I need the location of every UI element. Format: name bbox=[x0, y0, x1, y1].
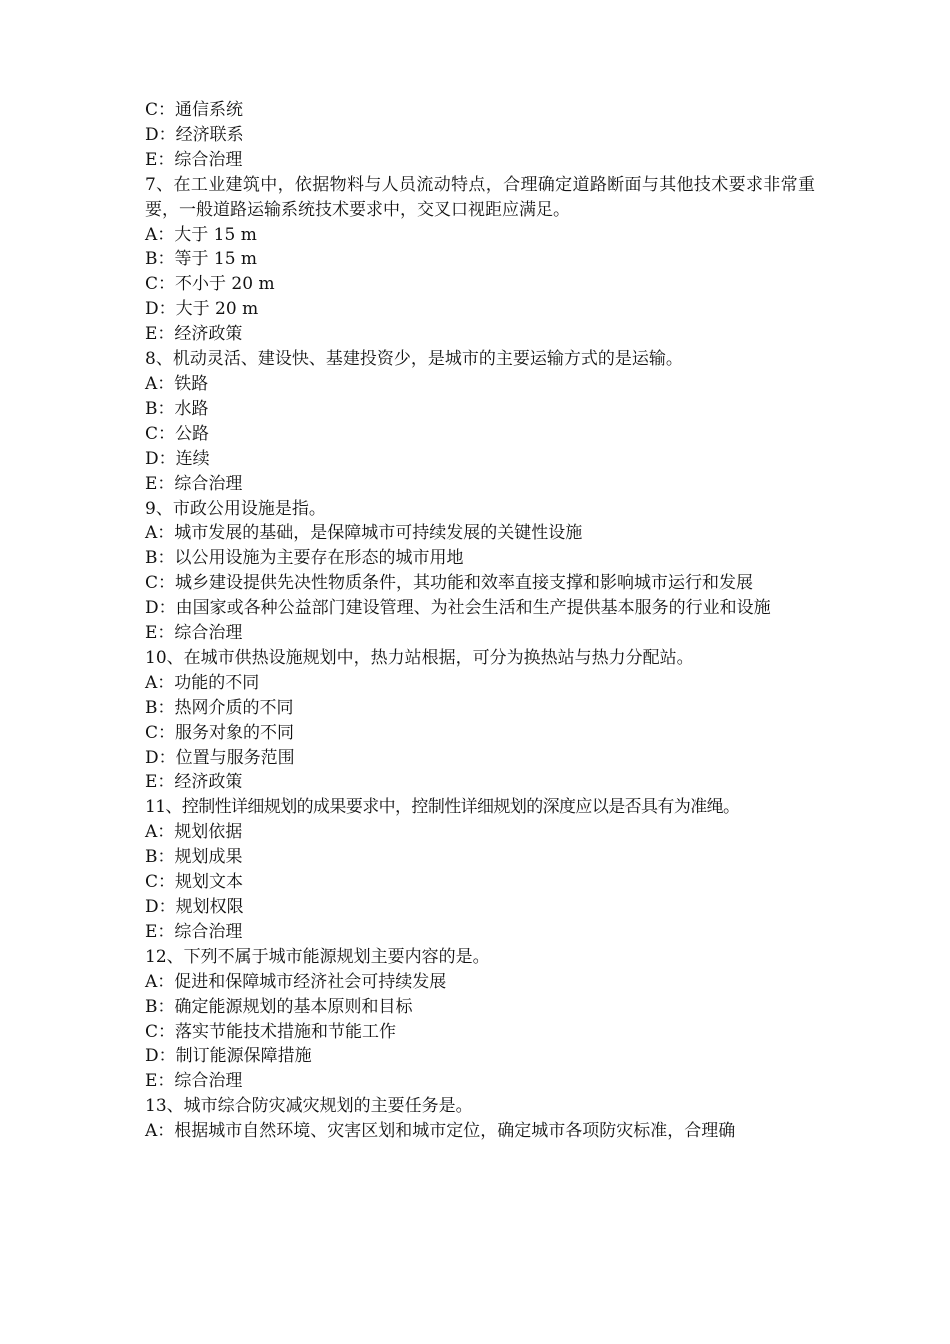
option-line: C：规划文本 bbox=[145, 872, 244, 893]
option-line: C：不小于 20 m bbox=[145, 274, 275, 295]
option-line: D：由国家或各种公益部门建设管理、为社会生活和生产提供基本服务的行业和设施 bbox=[145, 598, 771, 619]
option-line: A：大于 15 m bbox=[145, 224, 257, 245]
option-line: C：服务对象的不同 bbox=[145, 722, 295, 743]
option-line: A：城市发展的基础，是保障城市可持续发展的关键性设施 bbox=[145, 523, 583, 544]
option-line: C：通信系统 bbox=[145, 100, 244, 120]
option-line: C：落实节能技术措施和节能工作 bbox=[145, 1021, 397, 1042]
option-line: A：促进和保障城市经济社会可持续发展 bbox=[145, 971, 447, 992]
option-line: B：规划成果 bbox=[145, 847, 243, 868]
question-11: 11、控制性详细规划的成果要求中，控制性详细规划的深度应以是否具有为准绳。 bbox=[145, 797, 740, 818]
question-10: 10、在城市供热设施规划中，热力站根据，可分为换热站与热力分配站。 bbox=[145, 647, 694, 668]
option-line: C：城乡建设提供先决性物质条件，其功能和效率直接支撑和影响城市运行和发展 bbox=[145, 573, 754, 594]
option-line: D：大于 20 m bbox=[145, 299, 259, 320]
option-line: B：以公用设施为主要存在形态的城市用地 bbox=[145, 548, 464, 569]
option-line: D：制订能源保障措施 bbox=[145, 1046, 312, 1067]
option-line: E：综合治理 bbox=[145, 1071, 243, 1092]
question-13: 13、城市综合防灾减灾规划的主要任务是。 bbox=[145, 1096, 473, 1117]
question-9: 9、市政公用设施是指。 bbox=[145, 498, 326, 519]
option-line: B：热网介质的不同 bbox=[145, 697, 294, 718]
option-line: B：等于 15 m bbox=[145, 249, 258, 270]
question-8: 8、机动灵活、建设快、基建投资少，是城市的主要运输方式的是运输。 bbox=[145, 349, 683, 370]
option-line: D：经济联系 bbox=[145, 124, 244, 145]
option-line: E：综合治理 bbox=[145, 149, 243, 170]
option-line: D：连续 bbox=[145, 448, 210, 469]
option-line: E：综合治理 bbox=[145, 623, 243, 644]
option-line: D：位置与服务范围 bbox=[145, 747, 295, 768]
option-line: B：确定能源规划的基本原则和目标 bbox=[145, 996, 413, 1017]
question-7: 7、在工业建筑中，依据物料与人员流动特点，合理确定道路断面与其他技术要求非常重要，一般道路运输系统技术要求中，交叉口视距应满足。 bbox=[145, 174, 815, 220]
option-line: E：综合治理 bbox=[145, 921, 243, 942]
option-line: A：规划依据 bbox=[145, 822, 243, 843]
option-line: D：规划权限 bbox=[145, 897, 244, 917]
option-line: C：公路 bbox=[145, 423, 210, 444]
option-line: A：根据城市自然环境、灾害区划和城市定位，确定城市各项防灾标准，合理确 bbox=[145, 1121, 736, 1142]
question-12: 12、下列不属于城市能源规划主要内容的是。 bbox=[145, 946, 490, 967]
option-line: A：铁路 bbox=[145, 373, 209, 394]
option-line: E：经济政策 bbox=[145, 324, 243, 345]
document-body bbox=[145, 98, 815, 1144]
option-line: B：水路 bbox=[145, 398, 209, 419]
option-line: E：经济政策 bbox=[145, 772, 243, 793]
option-line: A：功能的不同 bbox=[145, 672, 260, 693]
option-line: E：综合治理 bbox=[145, 473, 243, 494]
